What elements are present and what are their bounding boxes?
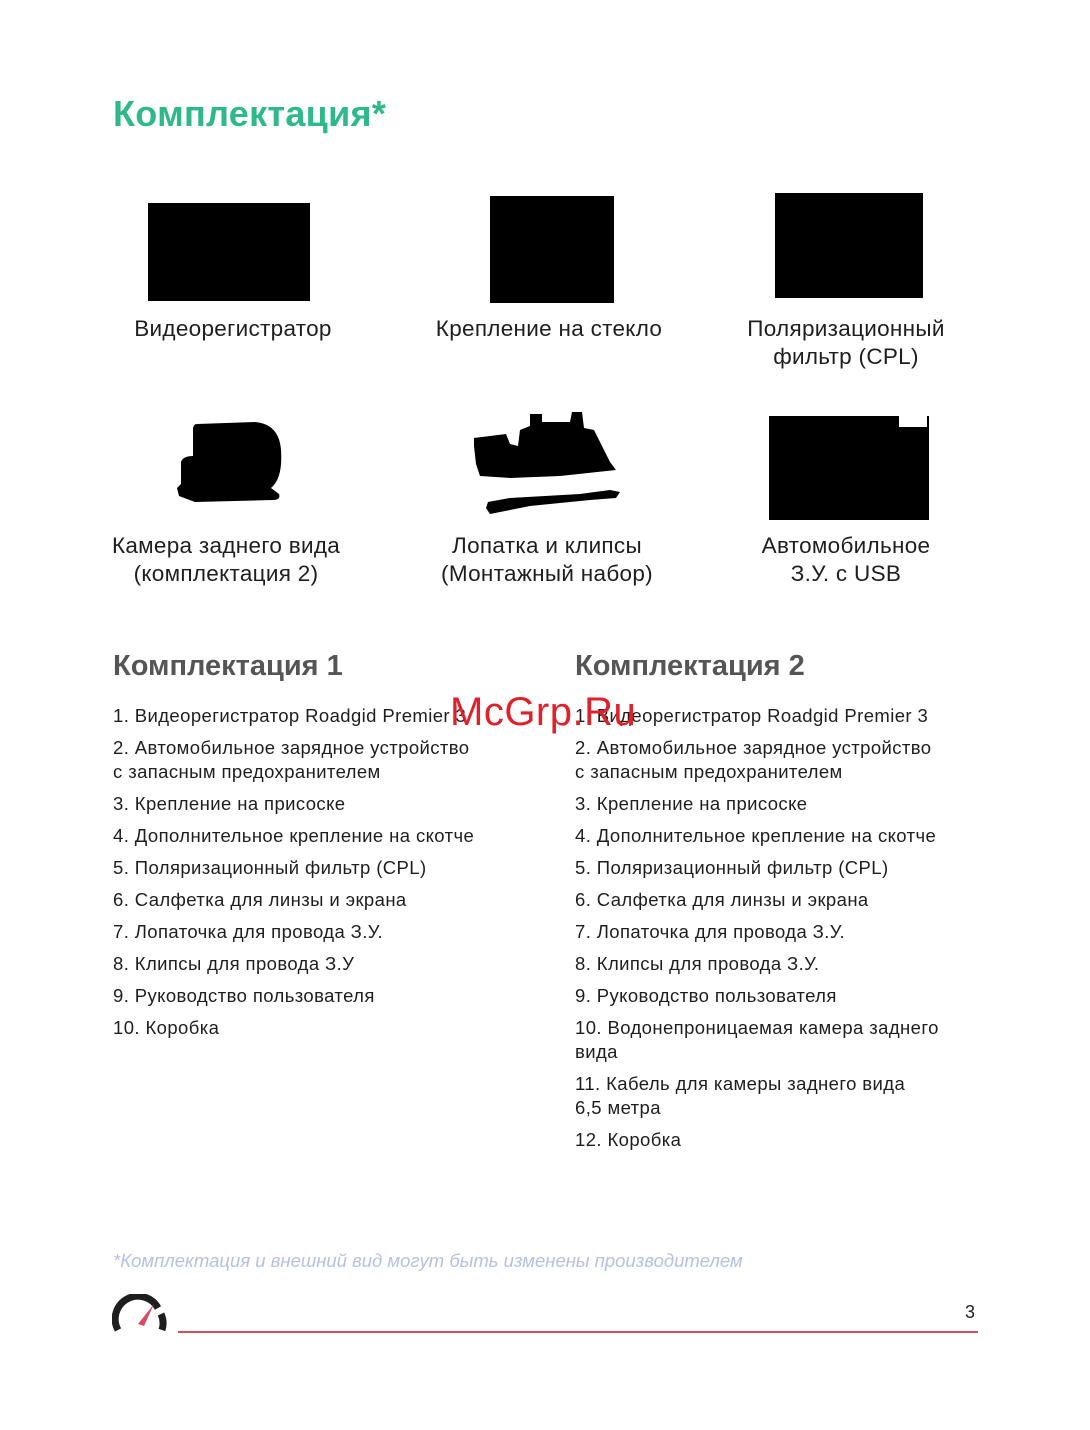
kit2-item: 7. Лопаточка для провода З.У. (575, 921, 846, 942)
item-caption-install-kit: Лопатка и клипсы (Монтажный набор) (441, 533, 653, 586)
kit1-list (113, 704, 543, 1048)
cpl-filter-image (775, 193, 923, 298)
usb-charger-image-notch (899, 416, 927, 427)
kit2-item: 3. Крепление на присоске (575, 793, 808, 814)
footnote: *Комплектация и внешний вид могут быть изменены производителем (113, 1250, 743, 1271)
kit1-item: 4. Дополнительное крепление на скотче (113, 825, 475, 846)
kit1-item: 10. Коробка (113, 1017, 220, 1038)
kit2-item: 11. Кабель для камеры заднего вида 6,5 метра (575, 1073, 906, 1118)
usb-charger-image (769, 416, 929, 520)
page-title: Комплектация* (113, 93, 387, 134)
kit2-heading: Комплектация 2 (575, 650, 805, 682)
item-caption-mount: Крепление на стекло (435, 316, 663, 341)
item-caption-rear-camera: Камера заднего вида (комплектация 2) (111, 533, 341, 586)
item-caption-cpl: Поляризационный фильтр (CPL) (747, 316, 945, 369)
kit2-item: 6. Салфетка для линзы и экрана (575, 889, 869, 910)
kit1-item: 6. Салфетка для линзы и экрана (113, 889, 407, 910)
kit1-item: 5. Поляризационный фильтр (CPL) (113, 857, 427, 878)
kit2-item: 5. Поляризационный фильтр (CPL) (575, 857, 889, 878)
footer-rule (178, 1331, 978, 1333)
kit2-item: 2. Автомобильное зарядное устройство с запасным предохранителем (575, 737, 932, 782)
kit2-item: 4. Дополнительное крепление на скотче (575, 825, 937, 846)
speedometer-logo-icon (112, 1294, 168, 1334)
kit2-item: 8. Клипсы для провода З.У. (575, 953, 820, 974)
kit1-item: 8. Клипсы для провода З.У (113, 953, 355, 974)
kit1-item: 2. Автомобильное зарядное устройство с запасным предохранителем (113, 737, 470, 782)
kit1-item: 1. Видеорегистратор Roadgid Premier 3 (113, 705, 467, 726)
rear-camera-image (175, 418, 285, 504)
kit2-item: 10. Водонепроницаемая камера заднего вида (575, 1017, 939, 1062)
kit2-item: 1. Видеорегистратор Roadgid Premier 3 (575, 705, 929, 726)
watermark: McGrp.Ru (450, 690, 637, 734)
kit1-item: 7. Лопаточка для провода З.У. (113, 921, 384, 942)
kit1-item: 9. Руководство пользователя (113, 985, 375, 1006)
page-number: 3 (965, 1302, 976, 1322)
item-caption-usb-charger: Автомобильное З.У. с USB (761, 533, 931, 586)
kit1-item: 3. Крепление на присоске (113, 793, 346, 814)
install-kit-image (470, 406, 622, 520)
dashcam-image (148, 203, 310, 301)
kit2-list (575, 704, 1005, 1160)
kit2-item: 9. Руководство пользователя (575, 985, 837, 1006)
item-caption-dashcam: Видеорегистратор (134, 316, 332, 341)
kit1-heading: Комплектация 1 (113, 650, 343, 682)
mount-image (490, 196, 614, 303)
kit2-item: 12. Коробка (575, 1129, 682, 1150)
